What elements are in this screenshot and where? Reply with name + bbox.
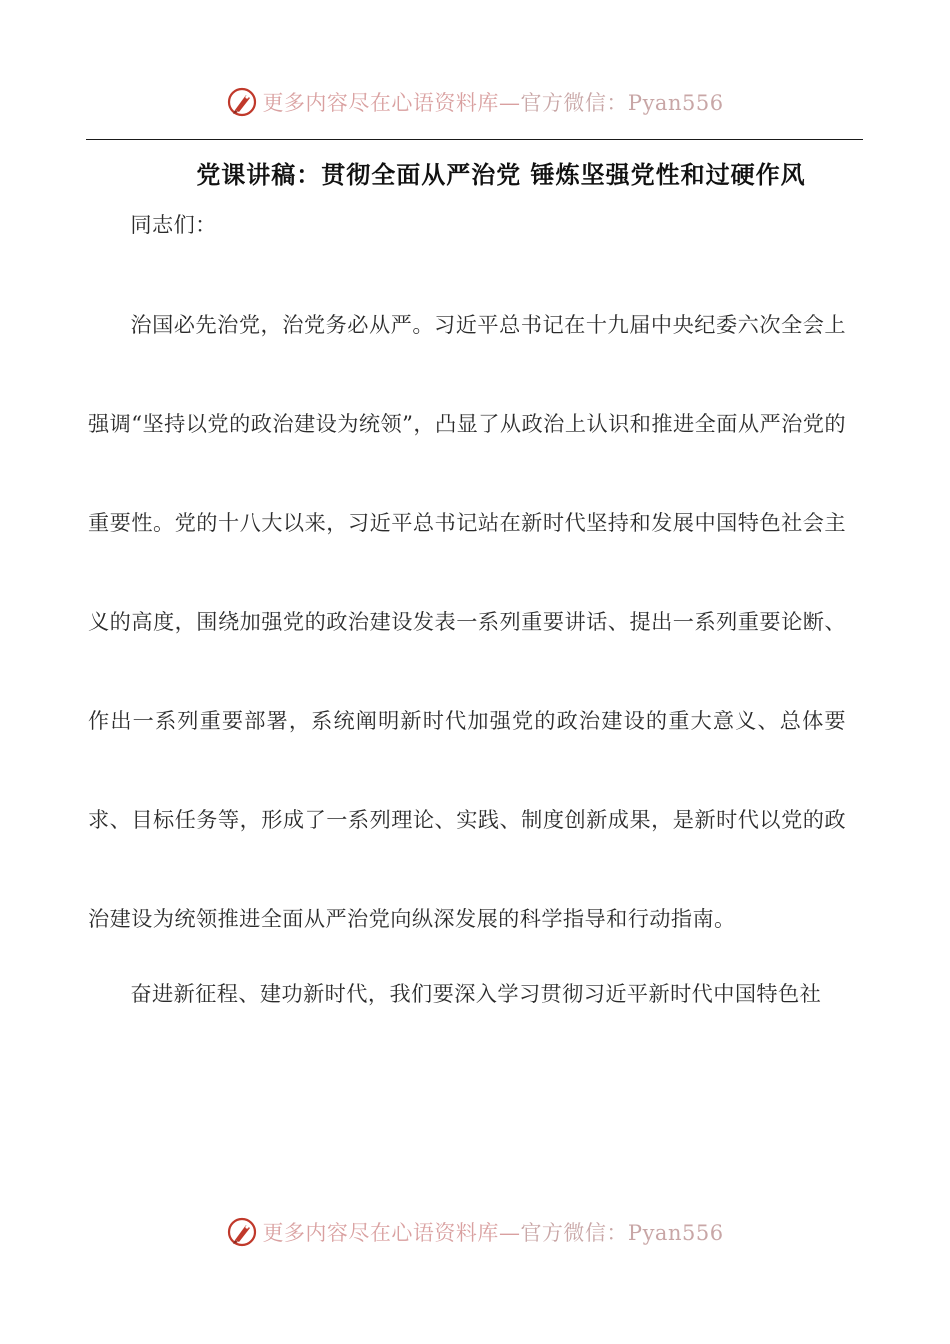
banner-dash: —	[498, 1221, 521, 1245]
banner-text	[262, 87, 723, 117]
banner-dash: —	[498, 91, 521, 115]
banner-text	[262, 1217, 723, 1247]
header-divider	[86, 139, 863, 140]
banner-tail-text: 官方微信：Pyan556	[520, 1221, 724, 1245]
banner-tail-text: 官方微信：Pyan556	[520, 91, 724, 115]
footer-banner	[0, 1212, 950, 1252]
document-body	[88, 200, 846, 1043]
pen-nib-logo-icon	[226, 1216, 258, 1248]
banner-main-text: 更多内容尽在心语资料库	[262, 91, 499, 115]
pen-nib-logo-icon	[226, 86, 258, 118]
header-banner	[0, 82, 950, 122]
salutation: 同志们：	[130, 212, 217, 237]
document-title: 党课讲稿：贯彻全面从严治党 锤炼坚强党性和过硬作风	[196, 160, 806, 189]
paragraph: 奋进新征程、建功新时代，我们要深入学习贯彻习近平新时代中国特色社	[130, 981, 822, 1006]
banner-main-text: 更多内容尽在心语资料库	[262, 1221, 499, 1245]
paragraph: 治国必先治党，治党务必从严。习近平总书记在十九届中央纪委六次全会上强调“坚持以党的政治建设为统领”，凸显了从政治上认识和推进全面从严治党的重要性。党的十八大以来，习近平总书记站在新时代坚持和发展中国特色社会主义的高度，围绕加强党的政治建设发表一系列重要讲话、提出一系列重要论断、作出一系列重要部署，系统阐明新时代加强党的政治建设的重大意义、总体要求、目标任务等，形成了一系列理论、实践、制度创新成果，是新时代以党的政治建设为统领推进全面从严治党向纵深发展的科学指导和行动指南。	[88, 312, 846, 931]
